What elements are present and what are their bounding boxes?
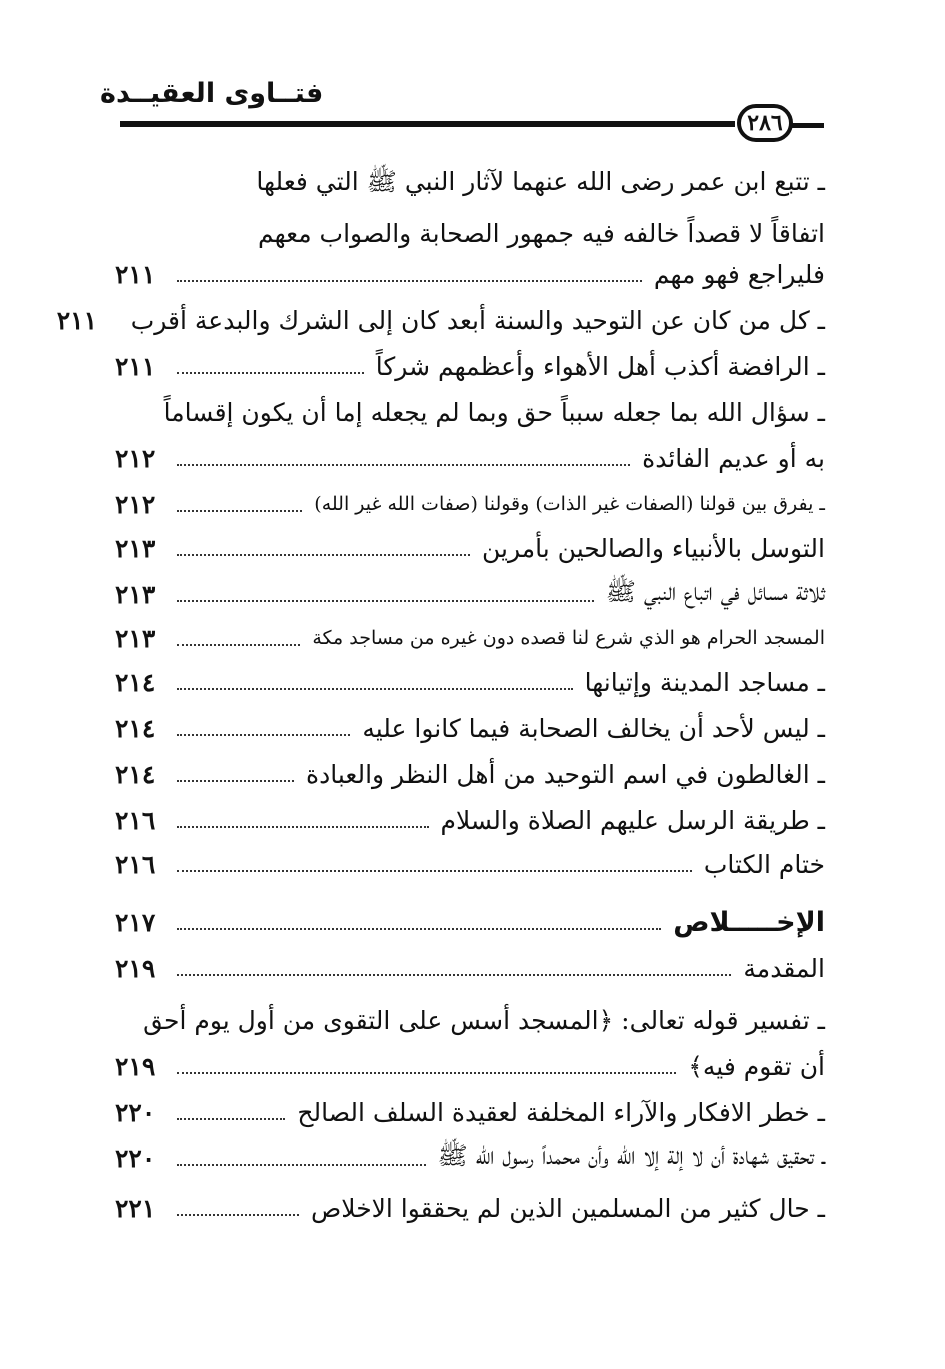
- leader-dots: [177, 554, 470, 556]
- entry-text: ـ خطر الافكار والآراء المخلفة لعقيدة السلف الصالح: [297, 1097, 825, 1127]
- entry-page: ٢١٤: [115, 759, 156, 789]
- entry-text: ـ ليس لأحد أن يخالف الصحابة فيما كانوا عليه: [362, 713, 825, 743]
- leader-dots: [177, 464, 630, 466]
- entry-text: فليراجع فهو مهم: [653, 259, 825, 289]
- entry-text: ـ تفسير قوله تعالى: ﴿المسجد أسس على التقوى من أول يوم أحق: [143, 1005, 825, 1035]
- entry-text: ـ سؤال الله بما جعله سبباً حق وبما لم يجعله إما أن يكون إقساماً: [163, 397, 825, 427]
- toc-entry: [115, 344, 825, 388]
- toc-entry: [115, 526, 825, 570]
- entry-page: ٢١٧: [115, 907, 156, 937]
- leader-dots: [177, 372, 364, 374]
- toc-entry-continued: [180, 211, 825, 255]
- entry-text: ـ الغالطون في اسم التوحيد من أهل النظر والعبادة: [306, 759, 825, 789]
- toc-entry: [115, 798, 825, 842]
- toc-entry: [115, 946, 825, 990]
- toc-entry-continued: [143, 998, 825, 1042]
- running-header-title: فتــاوى العقيــدة: [100, 78, 324, 109]
- entry-text: ـ طريقة الرسل عليهم الصلاة والسلام: [440, 805, 825, 835]
- entry-page: ٢١٣: [115, 579, 156, 609]
- leader-dots: [177, 688, 573, 690]
- toc-entry: [56, 298, 825, 342]
- entry-text: ـ تتبع ابن عمر رضى الله عنهما لآثار النبي ﷺ التي فعلها: [256, 166, 825, 196]
- leader-dots: [177, 928, 661, 930]
- entry-text: ـ تحقيق شهادة أن لا إلة إلا الله وأن محمداً رسول الله ﷺ: [437, 1140, 825, 1170]
- leader-dots: [177, 780, 294, 782]
- toc-entry: [115, 482, 825, 526]
- entry-text: ـ كل من كان عن التوحيد والسنة أبعد كان إلى الشرك والبدعة أقرب: [130, 305, 825, 335]
- toc-entry: [115, 706, 825, 750]
- toc-entry: [115, 1186, 825, 1230]
- leader-dots: [177, 1118, 285, 1120]
- toc-entry: [115, 616, 825, 660]
- leader-dots: [177, 734, 350, 736]
- toc-entry: [115, 842, 825, 886]
- leader-dots: [177, 974, 731, 976]
- entry-text: أن تقوم فيه﴾: [688, 1051, 825, 1081]
- entry-page: ٢١٣: [115, 533, 156, 563]
- entry-page: ٢١٤: [115, 713, 156, 743]
- entry-text: الإخـــــلاص: [673, 906, 825, 938]
- leader-dots: [177, 1164, 426, 1166]
- entry-text: المسجد الحرام هو الذي شرع لنا قصده دون غيره من مساجد مكة: [312, 627, 825, 649]
- entry-page: ٢٢٠: [115, 1097, 156, 1127]
- toc-entry: [115, 436, 825, 480]
- entry-page: ٢٢٠: [115, 1143, 156, 1173]
- leader-dots: [177, 1214, 299, 1216]
- leader-dots: [177, 1072, 676, 1074]
- entry-page: ٢١٦: [115, 849, 156, 879]
- entry-page: ٢١١: [115, 259, 156, 289]
- leader-dots: [177, 600, 594, 602]
- leader-dots: [177, 510, 302, 512]
- toc-entry: [115, 1044, 825, 1088]
- entry-text: التوسل بالأنبياء والصالحين بأمرين: [481, 533, 825, 563]
- page-number-badge: ٢٨٦: [737, 104, 793, 142]
- toc-section-heading: [115, 900, 825, 944]
- entry-text: اتفاقاً لا قصداً خالفه فيه جمهور الصحابة والصواب معهم: [257, 218, 825, 248]
- entry-page: ٢١٩: [115, 1051, 156, 1081]
- toc-entry: [115, 1136, 825, 1180]
- leader-dots: [177, 280, 642, 282]
- entry-page: ٢١٢: [115, 443, 156, 473]
- entry-text: ختام الكتاب: [703, 849, 825, 879]
- leader-dots: [177, 870, 692, 872]
- entry-text: به أو عديم الفائدة: [642, 443, 825, 473]
- toc-entry-continued: [163, 390, 825, 434]
- entry-page: ٢١٢: [115, 489, 156, 519]
- toc-entry: [115, 660, 825, 704]
- toc-entry: [115, 1090, 825, 1134]
- leader-dots: [177, 644, 300, 646]
- entry-page: ٢٢١: [115, 1193, 156, 1223]
- toc-entry: [115, 252, 825, 296]
- entry-text: ثلاثة مسائل في اتباع النبي ﷺ: [605, 576, 825, 606]
- entry-text: ـ مساجد المدينة وإتيانها: [584, 667, 825, 697]
- toc-entry-continued: [180, 162, 825, 206]
- entry-text: المقدمة: [743, 953, 825, 983]
- entry-page: ٢١٣: [115, 623, 156, 653]
- toc-entry: [115, 572, 825, 616]
- entry-text: ـ حال كثير من المسلمين الذين لم يحققوا الاخلاص: [311, 1193, 825, 1223]
- entry-page: ٢١٦: [115, 805, 156, 835]
- entry-page: ٢١٤: [115, 667, 156, 697]
- entry-page: ٢١٩: [115, 953, 156, 983]
- entry-page: ٢١١: [115, 351, 156, 381]
- entry-text: ـ الرافضة أكذب أهل الأهواء وأعظمهم شركاً: [375, 351, 825, 381]
- entry-text: ـ يفرق بين قولنا (الصفات غير الذات) وقولنا (صفات الله غير الله): [314, 493, 825, 515]
- leader-dots: [177, 826, 429, 828]
- entry-page: ٢١١: [56, 305, 98, 335]
- toc-entry: [115, 752, 825, 796]
